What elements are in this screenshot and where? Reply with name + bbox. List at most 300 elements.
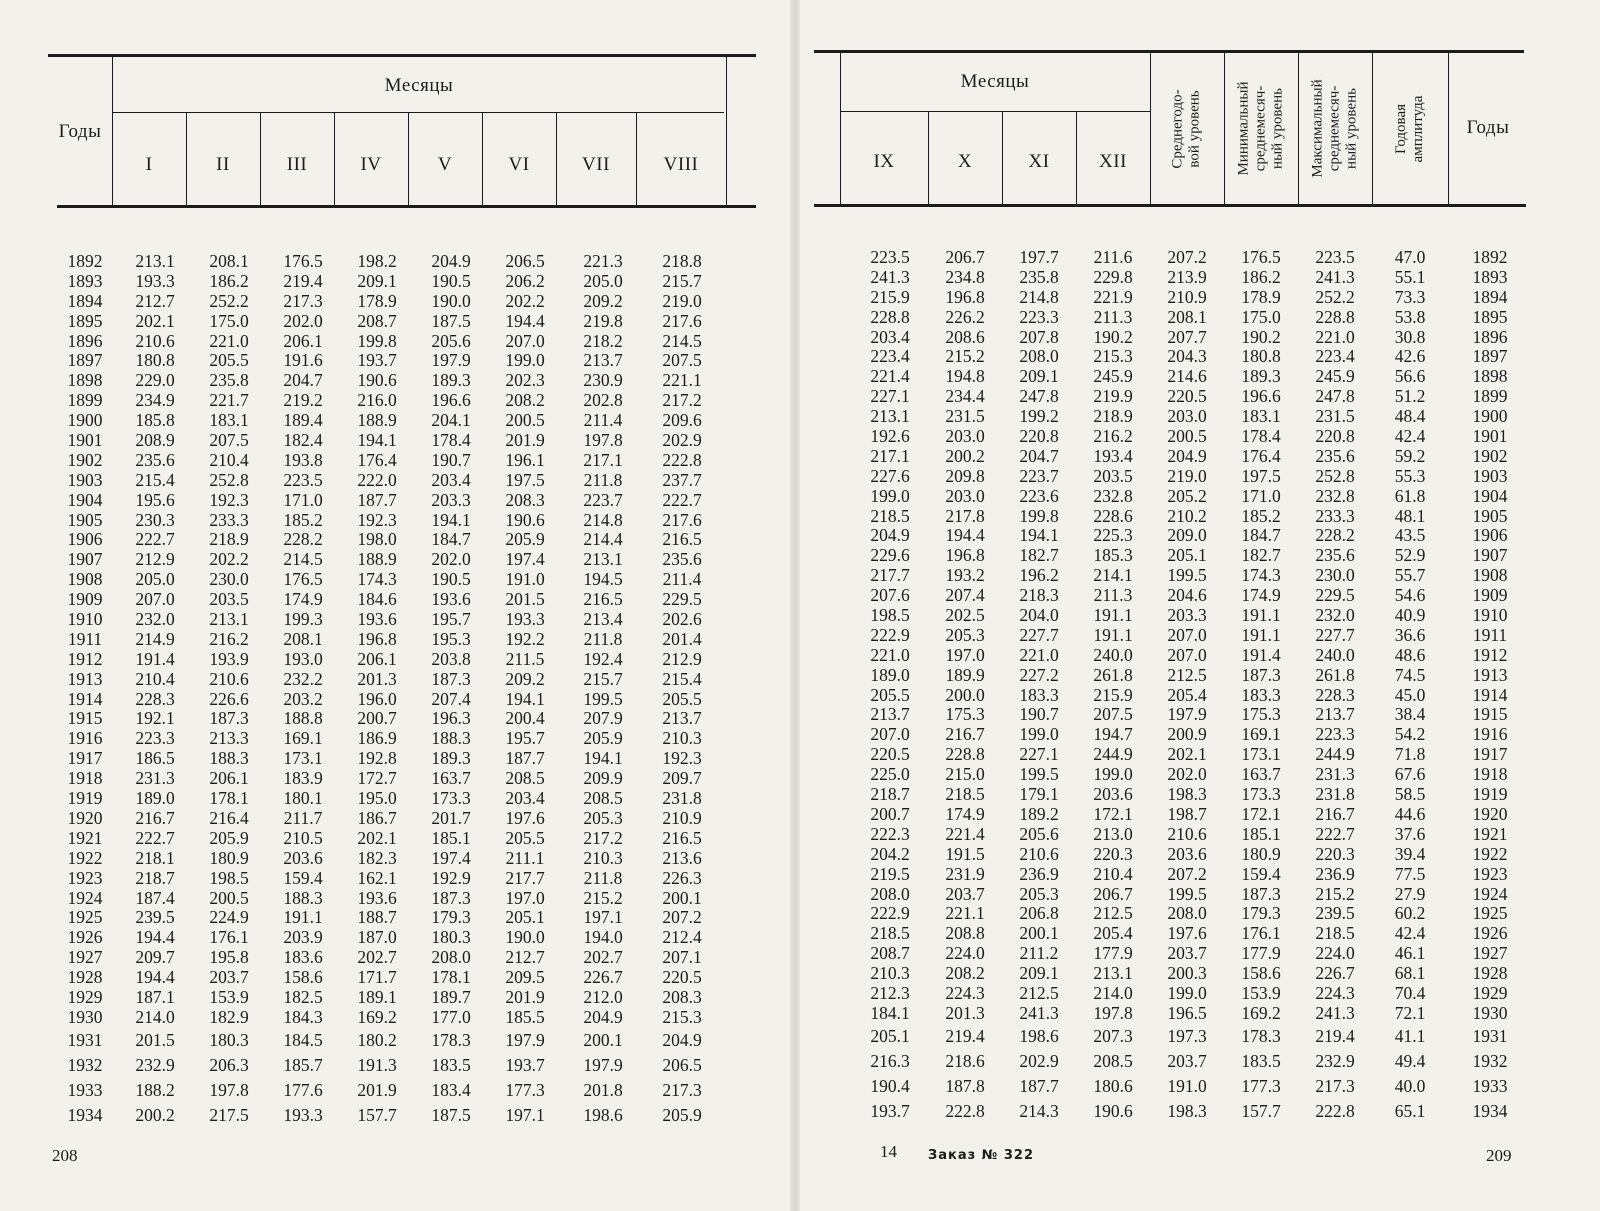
left-years-column: [52, 252, 118, 1128]
table-cell: 1921: [1472, 823, 1508, 844]
table-cell: 218.9: [209, 529, 249, 550]
table-cell: 198.0: [357, 529, 397, 550]
table-cell: 228.8: [945, 744, 985, 765]
table-cell: 216.3: [870, 1050, 910, 1071]
table-cell: 180.3: [431, 927, 471, 948]
table-cell: 228.8: [870, 306, 910, 327]
table-cell: 177.3: [1241, 1075, 1281, 1096]
table-cell: 217.2: [583, 827, 623, 848]
table-cell: 232.8: [1093, 485, 1133, 506]
table-cell: 1907: [67, 549, 103, 570]
table-cell: 200.9: [1167, 724, 1207, 745]
table-cell: 209.6: [662, 410, 702, 431]
table-cell: 187.1: [135, 986, 175, 1007]
table-cell: 189.3: [431, 370, 471, 391]
table-cell: 207.0: [135, 589, 175, 610]
table-cell: 202.9: [1019, 1050, 1059, 1071]
table-cell: 210.4: [135, 668, 175, 689]
table-cell: 193.9: [209, 648, 249, 669]
table-cell: 199.0: [1019, 724, 1059, 745]
table-cell: 203.7: [1167, 1050, 1207, 1071]
table-cell: 216.0: [357, 390, 397, 411]
table-cell: 221.0: [1315, 326, 1355, 347]
table-cell: 1922: [67, 847, 103, 868]
table-cell: 213.9: [1167, 266, 1207, 287]
table-cell: 213.3: [209, 728, 249, 749]
table-cell: 1929: [1472, 982, 1508, 1003]
table-cell: 188.9: [357, 549, 397, 570]
table-cell: 204.3: [1167, 346, 1207, 367]
table-cell: 227.2: [1019, 664, 1059, 685]
month-column-6: [488, 252, 562, 1128]
table-cell: 40.9: [1394, 605, 1426, 626]
table-cell: 222.0: [357, 469, 397, 490]
table-cell: 204.9: [870, 525, 910, 546]
table-cell: 208.1: [283, 628, 323, 649]
table-cell: 220.8: [1019, 426, 1059, 447]
table-cell: 1899: [1472, 386, 1508, 407]
table-cell: 222.8: [1315, 1100, 1355, 1121]
table-cell: 204.9: [662, 1029, 702, 1050]
table-cell: 218.5: [870, 505, 910, 526]
table-cell: 231.5: [945, 406, 985, 427]
table-cell: 203.8: [431, 648, 471, 669]
table-cell: 169.1: [283, 728, 323, 749]
monthly-minimum-header: Минимальный среднемесяч- ный уровень: [1235, 81, 1286, 176]
table-cell: 232.0: [135, 609, 175, 630]
table-cell: 1934: [67, 1104, 103, 1125]
table-cell: 172.1: [1093, 803, 1133, 824]
table-cell: 196.8: [357, 628, 397, 649]
table-cell: 183.6: [283, 947, 323, 968]
table-cell: 1913: [67, 668, 103, 689]
table-cell: 215.2: [583, 887, 623, 908]
table-cell: 219.8: [583, 310, 623, 331]
table-cell: 209.5: [505, 967, 545, 988]
month-header-8: VIII: [663, 154, 699, 175]
table-cell: 1901: [1472, 426, 1508, 447]
table-cell: 217.7: [505, 867, 545, 888]
table-cell: 177.9: [1241, 943, 1281, 964]
table-cell: 54.6: [1394, 585, 1426, 606]
table-cell: 220.5: [870, 744, 910, 765]
table-cell: 217.5: [209, 1104, 249, 1125]
order-note: Заказ № 322: [928, 1148, 1034, 1163]
table-cell: 207.2: [662, 907, 702, 928]
table-cell: 1926: [67, 927, 103, 948]
table-cell: 42.6: [1394, 346, 1426, 367]
table-cell: 235.6: [135, 449, 175, 470]
table-cell: 74.5: [1394, 664, 1426, 685]
table-cell: 190.0: [431, 290, 471, 311]
table-cell: 207.0: [1167, 644, 1207, 665]
table-cell: 187.5: [431, 310, 471, 331]
table-cell: 213.1: [209, 609, 249, 630]
table-cell: 184.5: [283, 1029, 323, 1050]
table-cell: 1934: [1472, 1100, 1508, 1121]
table-cell: 206.3: [209, 1054, 249, 1075]
table-cell: 205.9: [209, 827, 249, 848]
table-cell: 1930: [67, 1006, 103, 1027]
table-cell: 178.9: [357, 290, 397, 311]
table-cell: 178.1: [431, 967, 471, 988]
table-cell: 1931: [67, 1029, 103, 1050]
table-cell: 219.2: [283, 390, 323, 411]
table-cell: 153.9: [1241, 982, 1281, 1003]
table-cell: 179.3: [1241, 903, 1281, 924]
table-cell: 184.1: [870, 1002, 910, 1023]
table-cell: 1919: [1472, 784, 1508, 805]
table-cell: 229.6: [870, 545, 910, 566]
table-cell: 214.1: [1093, 565, 1133, 586]
table-cell: 188.9: [357, 410, 397, 431]
table-cell: 221.0: [209, 330, 249, 351]
table-cell: 48.6: [1394, 644, 1426, 665]
table-cell: 211.1: [505, 847, 545, 868]
table-cell: 199.5: [583, 688, 623, 709]
table-cell: 232.0: [1315, 605, 1355, 626]
table-cell: 232.2: [283, 668, 323, 689]
table-cell: 197.6: [1167, 923, 1207, 944]
table-cell: 185.2: [1241, 505, 1281, 526]
table-cell: 218.3: [1019, 585, 1059, 606]
table-cell: 1919: [67, 788, 103, 809]
table-cell: 232.9: [135, 1054, 175, 1075]
monthly-maximum-header: Максимальный среднемесяч- ный уровень: [1309, 79, 1360, 178]
table-cell: 188.7: [357, 907, 397, 928]
table-cell: 205.2: [1167, 485, 1207, 506]
table-cell: 201.9: [505, 430, 545, 451]
table-cell: 189.3: [431, 748, 471, 769]
table-cell: 192.2: [505, 628, 545, 649]
table-cell: 187.7: [1019, 1075, 1059, 1096]
table-cell: 207.0: [1167, 624, 1207, 645]
table-cell: 48.4: [1394, 406, 1426, 427]
table-cell: 204.6: [1167, 585, 1207, 606]
table-cell: 183.5: [431, 1054, 471, 1075]
annual-average-header: Среднегодо- вой уровень: [1170, 88, 1204, 169]
table-cell: 1904: [67, 489, 103, 510]
table-cell: 222.9: [870, 624, 910, 645]
table-cell: 221.4: [945, 823, 985, 844]
table-cell: 245.9: [1093, 366, 1133, 387]
table-cell: 191.4: [1241, 644, 1281, 665]
table-cell: 206.8: [1019, 903, 1059, 924]
table-cell: 196.8: [945, 286, 985, 307]
table-cell: 200.4: [505, 708, 545, 729]
table-cell: 72.1: [1394, 1002, 1426, 1023]
table-cell: 221.3: [583, 251, 623, 271]
table-cell: 180.9: [1241, 843, 1281, 864]
table-cell: 219.4: [1315, 1025, 1355, 1046]
table-cell: 201.7: [431, 807, 471, 828]
table-cell: 222.8: [945, 1100, 985, 1121]
table-cell: 1925: [67, 907, 103, 928]
table-cell: 196.5: [1167, 1002, 1207, 1023]
table-cell: 226.6: [209, 688, 249, 709]
table-cell: 176.4: [1241, 445, 1281, 466]
table-cell: 1933: [67, 1079, 103, 1100]
table-cell: 1910: [67, 609, 103, 630]
table-cell: 201.5: [135, 1029, 175, 1050]
table-cell: 1908: [1472, 565, 1508, 586]
table-cell: 213.1: [1093, 963, 1133, 984]
table-cell: 182.7: [1241, 545, 1281, 566]
table-cell: 234.8: [945, 266, 985, 287]
month-column-12: [1076, 248, 1150, 1124]
table-cell: 58.5: [1394, 784, 1426, 805]
table-cell: 207.3: [1093, 1025, 1133, 1046]
month-column-9: [850, 248, 930, 1124]
table-cell: 196.0: [357, 688, 397, 709]
table-cell: 198.2: [357, 251, 397, 271]
table-cell: 218.5: [945, 784, 985, 805]
table-cell: 1933: [1472, 1075, 1508, 1096]
table-cell: 202.7: [583, 947, 623, 968]
table-cell: 1920: [1472, 803, 1508, 824]
table-cell: 208.5: [1093, 1050, 1133, 1071]
table-cell: 185.2: [283, 509, 323, 530]
table-cell: 200.5: [1167, 426, 1207, 447]
table-cell: 212.0: [583, 986, 623, 1007]
table-cell: 185.1: [431, 827, 471, 848]
table-cell: 174.9: [283, 589, 323, 610]
month-column-4: [340, 252, 414, 1128]
table-cell: 153.9: [209, 986, 249, 1007]
table-cell: 183.3: [1241, 684, 1281, 705]
table-cell: 217.2: [662, 390, 702, 411]
table-cell: 205.4: [1167, 684, 1207, 705]
table-cell: 193.6: [431, 589, 471, 610]
table-cell: 207.1: [662, 947, 702, 968]
table-cell: 205.3: [583, 807, 623, 828]
table-cell: 240.0: [1315, 644, 1355, 665]
table-cell: 203.0: [945, 485, 985, 506]
table-cell: 36.6: [1394, 624, 1426, 645]
table-cell: 199.0: [1093, 764, 1133, 785]
table-cell: 208.1: [1167, 306, 1207, 327]
table-cell: 158.6: [1241, 963, 1281, 984]
table-cell: 210.2: [1167, 505, 1207, 526]
table-cell: 209.1: [1019, 963, 1059, 984]
table-cell: 189.2: [1019, 803, 1059, 824]
table-cell: 208.2: [505, 390, 545, 411]
table-cell: 213.7: [870, 704, 910, 725]
table-cell: 223.5: [283, 469, 323, 490]
table-cell: 1906: [67, 529, 103, 550]
table-cell: 176.5: [283, 569, 323, 590]
table-cell: 185.5: [505, 1006, 545, 1027]
table-cell: 223.5: [870, 247, 910, 267]
table-cell: 206.5: [662, 1054, 702, 1075]
table-cell: 217.8: [945, 505, 985, 526]
table-cell: 205.0: [583, 270, 623, 291]
table-cell: 186.5: [135, 748, 175, 769]
table-cell: 1920: [67, 807, 103, 828]
table-cell: 198.5: [870, 605, 910, 626]
table-cell: 182.3: [357, 847, 397, 868]
table-cell: 244.9: [1093, 744, 1133, 765]
table-cell: 175.3: [1241, 704, 1281, 725]
table-cell: 209.7: [135, 947, 175, 968]
table-cell: 189.9: [945, 664, 985, 685]
table-cell: 191.1: [1093, 605, 1133, 626]
table-cell: 252.2: [1315, 286, 1355, 307]
table-cell: 54.2: [1394, 724, 1426, 745]
table-cell: 207.6: [870, 585, 910, 606]
table-cell: 187.0: [357, 927, 397, 948]
table-cell: 241.3: [1315, 266, 1355, 287]
table-cell: 240.0: [1093, 644, 1133, 665]
table-cell: 217.3: [662, 1079, 702, 1100]
table-cell: 1921: [67, 827, 103, 848]
table-cell: 236.9: [1315, 863, 1355, 884]
table-cell: 1911: [67, 628, 103, 649]
table-cell: 202.0: [1167, 764, 1207, 785]
table-cell: 194.8: [945, 366, 985, 387]
table-cell: 209.0: [1167, 525, 1207, 546]
table-cell: 176.5: [283, 251, 323, 271]
table-cell: 217.7: [870, 565, 910, 586]
table-cell: 221.1: [945, 903, 985, 924]
table-cell: 191.1: [283, 907, 323, 928]
table-cell: 241.3: [1315, 1002, 1355, 1023]
table-cell: 157.7: [357, 1104, 397, 1125]
month-header-1: I: [145, 154, 153, 175]
table-cell: 171.0: [1241, 485, 1281, 506]
table-cell: 261.8: [1093, 664, 1133, 685]
table-cell: 228.3: [1315, 684, 1355, 705]
table-cell: 191.4: [135, 648, 175, 669]
table-cell: 1900: [67, 410, 103, 431]
table-cell: 204.1: [431, 410, 471, 431]
table-cell: 77.5: [1394, 863, 1426, 884]
table-cell: 198.3: [1167, 784, 1207, 805]
table-cell: 220.3: [1315, 843, 1355, 864]
table-cell: 1893: [67, 270, 103, 291]
table-cell: 1898: [67, 370, 103, 391]
table-cell: 197.9: [583, 1054, 623, 1075]
table-cell: 199.3: [283, 609, 323, 630]
table-cell: 252.2: [209, 290, 249, 311]
table-cell: 216.5: [662, 827, 702, 848]
table-cell: 41.1: [1394, 1025, 1426, 1046]
month-header-3: III: [286, 154, 308, 175]
table-cell: 223.5: [1315, 247, 1355, 267]
table-cell: 218.8: [662, 251, 702, 271]
table-cell: 212.5: [1093, 903, 1133, 924]
table-cell: 197.0: [505, 887, 545, 908]
table-cell: 216.7: [945, 724, 985, 745]
table-cell: 206.2: [505, 270, 545, 291]
table-cell: 1926: [1472, 923, 1508, 944]
table-cell: 226.7: [1315, 963, 1355, 984]
table-cell: 197.8: [209, 1079, 249, 1100]
table-cell: 203.7: [945, 883, 985, 904]
table-cell: 234.4: [945, 386, 985, 407]
annual-amplitude-header: Годовая амплитуда: [1393, 95, 1426, 162]
table-cell: 195.3: [431, 628, 471, 649]
table-cell: 55.3: [1394, 465, 1426, 486]
table-cell: 172.7: [357, 768, 397, 789]
table-cell: 203.4: [431, 469, 471, 490]
table-cell: 203.2: [283, 688, 323, 709]
month-header-10: X: [957, 151, 973, 172]
table-cell: 1914: [67, 688, 103, 709]
table-cell: 208.8: [945, 923, 985, 944]
table-cell: 1912: [67, 648, 103, 669]
table-cell: 221.7: [209, 390, 249, 411]
table-cell: 215.4: [135, 469, 175, 490]
table-cell: 212.5: [1019, 982, 1059, 1003]
table-cell: 210.3: [583, 847, 623, 868]
table-cell: 218.7: [870, 784, 910, 805]
table-cell: 190.2: [1241, 326, 1281, 347]
table-cell: 197.9: [1167, 704, 1207, 725]
table-cell: 209.1: [357, 270, 397, 291]
table-cell: 210.3: [662, 728, 702, 749]
table-cell: 1915: [67, 708, 103, 729]
table-cell: 221.0: [1019, 644, 1059, 665]
table-cell: 224.3: [945, 982, 985, 1003]
table-cell: 188.3: [209, 748, 249, 769]
table-cell: 193.7: [870, 1100, 910, 1121]
month-column-5: [414, 252, 488, 1128]
table-cell: 227.7: [1315, 624, 1355, 645]
table-cell: 211.4: [583, 410, 623, 431]
table-cell: 191.0: [1167, 1075, 1207, 1096]
table-cell: 212.7: [505, 947, 545, 968]
table-cell: 223.6: [1019, 485, 1059, 506]
table-cell: 223.3: [135, 728, 175, 749]
table-cell: 183.5: [1241, 1050, 1281, 1071]
table-cell: 199.5: [1167, 883, 1207, 904]
table-cell: 189.1: [357, 986, 397, 1007]
table-cell: 1922: [1472, 843, 1508, 864]
table-cell: 169.1: [1241, 724, 1281, 745]
table-cell: 176.1: [1241, 923, 1281, 944]
table-cell: 214.8: [583, 509, 623, 530]
table-cell: 183.3: [1019, 684, 1059, 705]
table-cell: 1914: [1472, 684, 1508, 705]
table-cell: 226.2: [945, 306, 985, 327]
table-cell: 203.4: [505, 788, 545, 809]
table-cell: 234.9: [135, 390, 175, 411]
table-cell: 199.5: [1019, 764, 1059, 785]
table-cell: 182.5: [283, 986, 323, 1007]
table-cell: 202.1: [135, 310, 175, 331]
month-header-7: VII: [582, 154, 610, 175]
table-cell: 1912: [1472, 644, 1508, 665]
table-cell: 226.3: [662, 867, 702, 888]
table-cell: 203.7: [209, 967, 249, 988]
table-cell: 42.4: [1394, 426, 1426, 447]
table-cell: 205.1: [505, 907, 545, 928]
table-cell: 221.4: [870, 366, 910, 387]
table-cell: 205.5: [505, 827, 545, 848]
table-cell: 216.7: [135, 807, 175, 828]
table-cell: 193.7: [505, 1054, 545, 1075]
table-cell: 215.4: [662, 668, 702, 689]
table-cell: 213.1: [583, 549, 623, 570]
table-cell: 218.1: [135, 847, 175, 868]
table-cell: 214.6: [1167, 366, 1207, 387]
table-cell: 207.5: [662, 350, 702, 371]
table-cell: 186.7: [357, 807, 397, 828]
table-cell: 172.1: [1241, 803, 1281, 824]
table-cell: 177.3: [505, 1079, 545, 1100]
table-cell: 227.1: [1019, 744, 1059, 765]
